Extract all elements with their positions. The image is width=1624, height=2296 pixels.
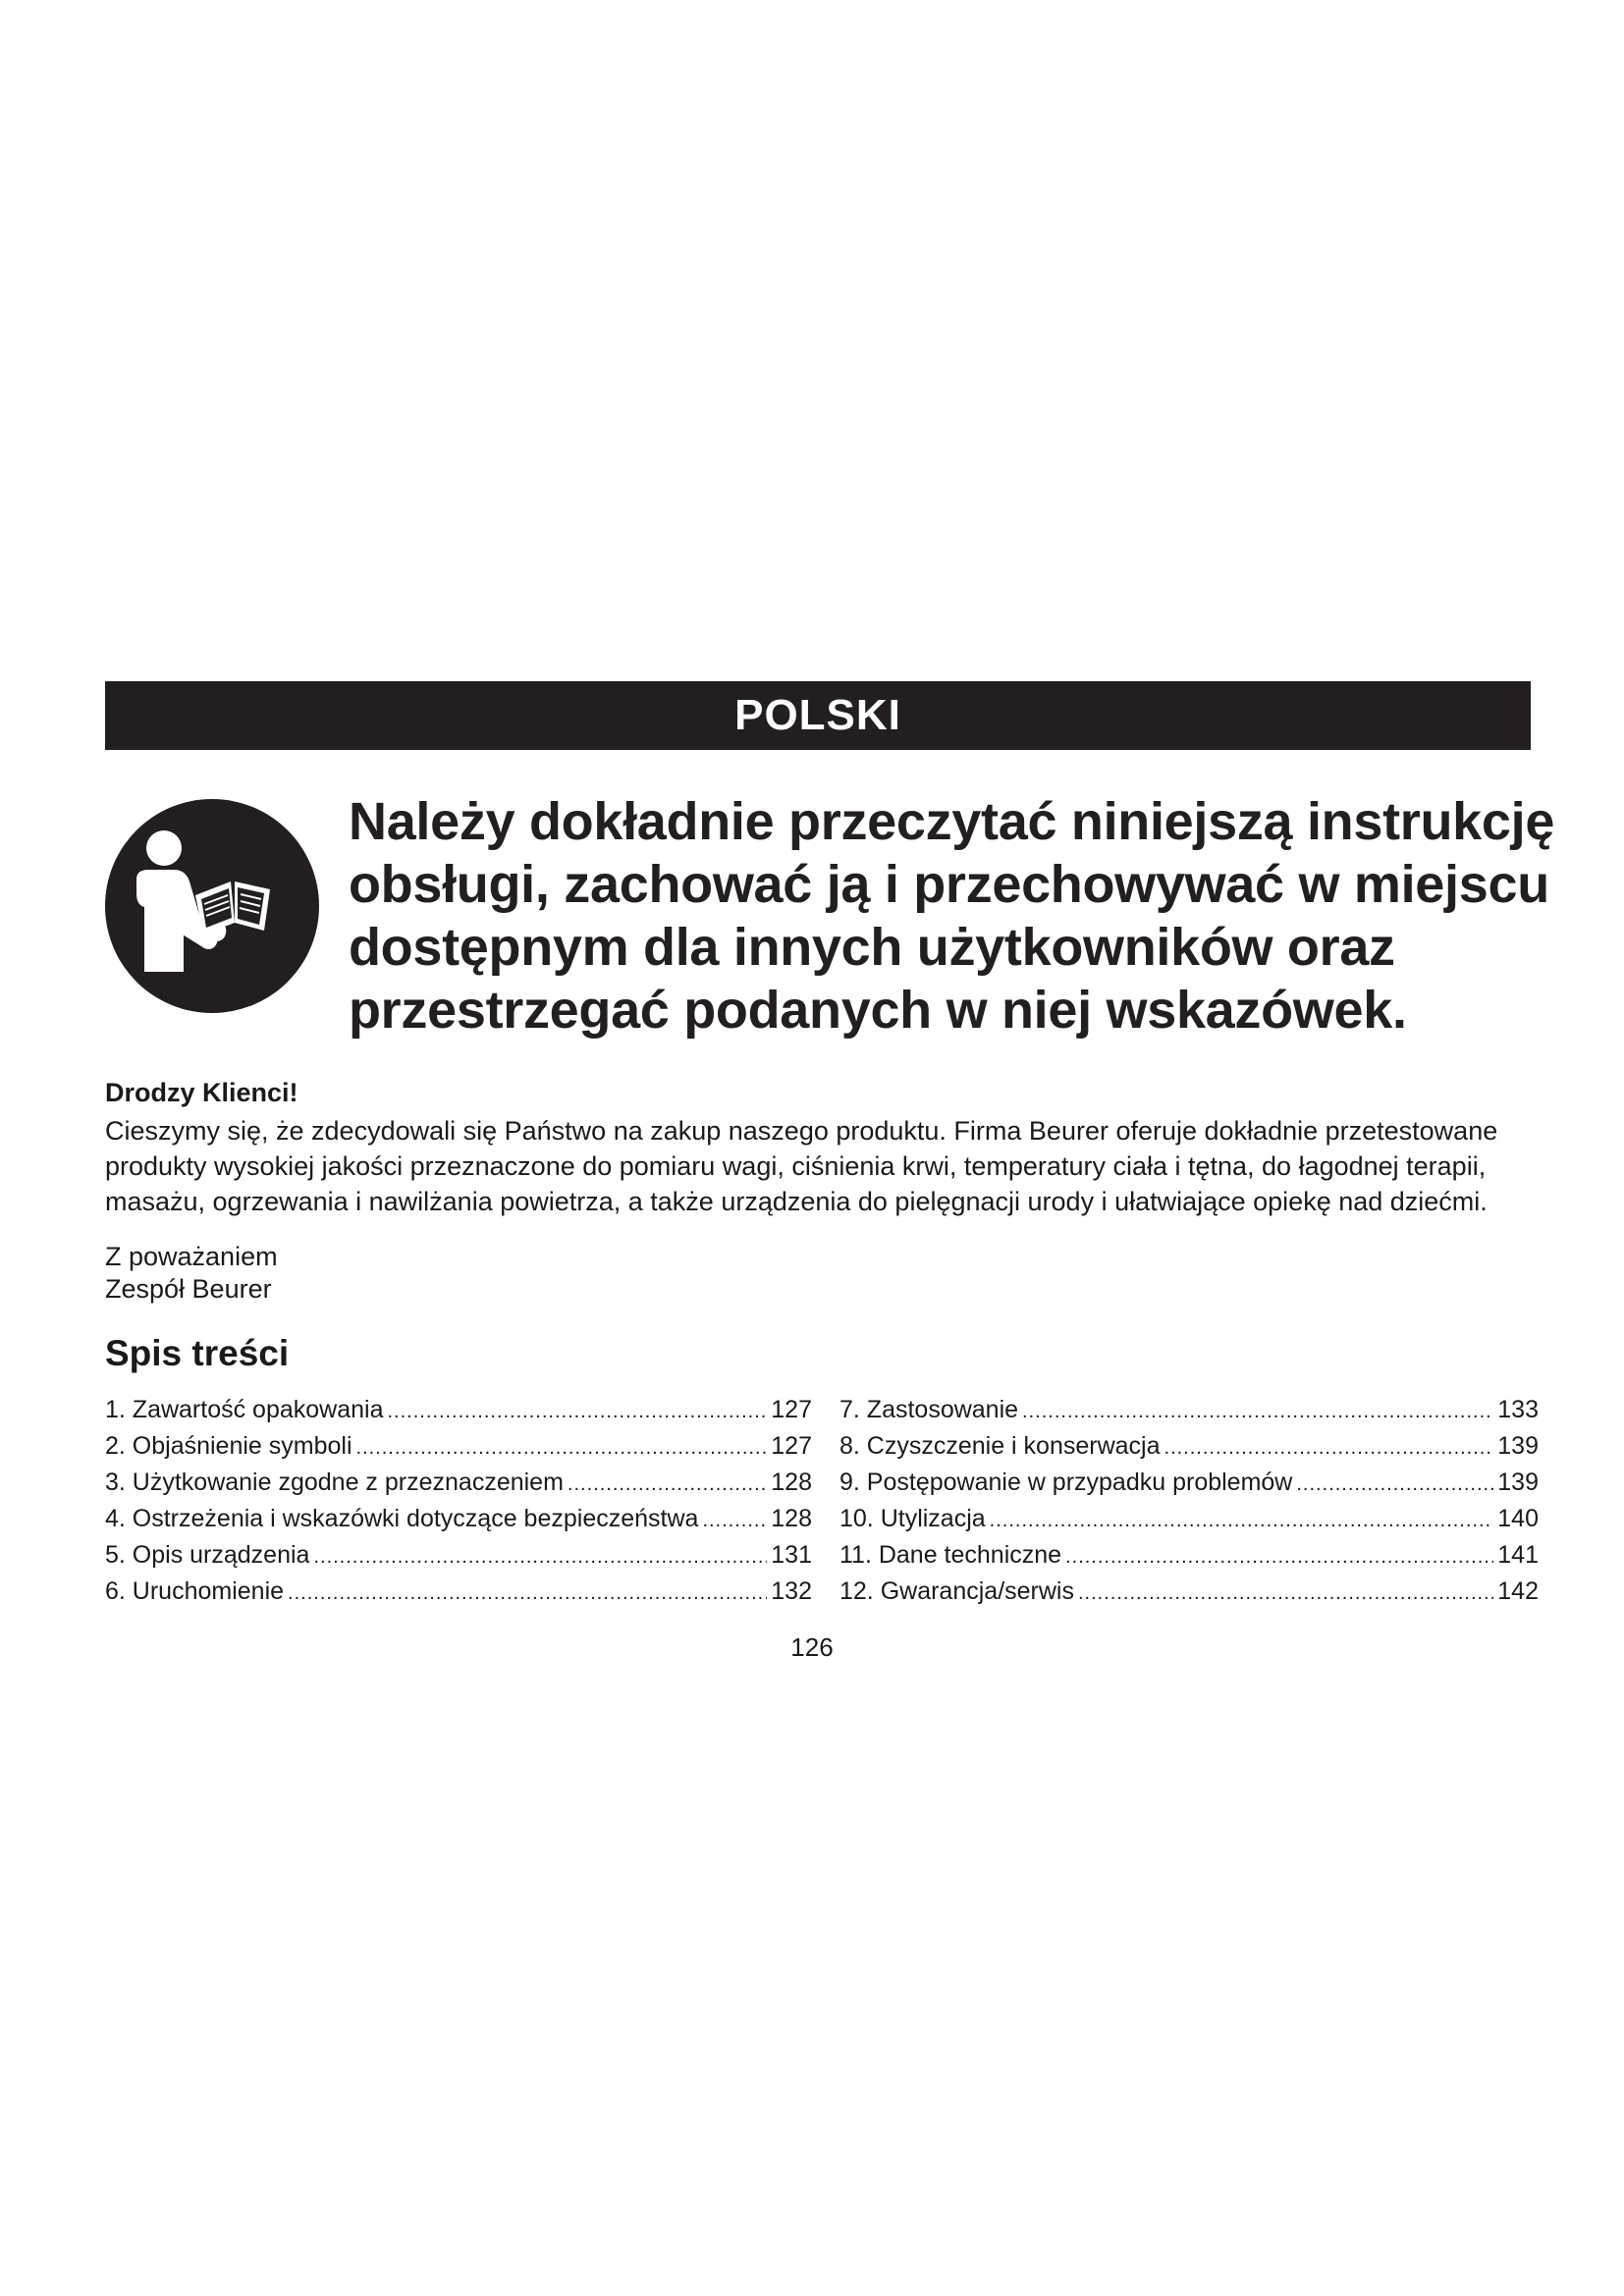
toc-leader-dots	[568, 1473, 767, 1496]
toc-entry-label: 12. Gwarancja/serwis	[839, 1577, 1074, 1605]
signoff-closing: Z poważaniem	[105, 1242, 278, 1271]
signoff-team: Zespół Beurer	[105, 1274, 272, 1304]
headline-line: Należy dokładnie przeczytać niniejszą instrukcję	[349, 792, 1555, 851]
toc-entry-page: 131	[771, 1541, 812, 1569]
intro-line: produkty wysokiej jakości przeznaczone do pomiaru wagi, ciśnienia krwi, temperatury ciała i tętna, do łagodnej terapii,	[105, 1151, 1487, 1181]
intro-line: masażu, ogrzewania i nawilżania powietrza, a także urządzenia do pielęgnacji urody i ułatwiające opiekę nad dziećmi.	[105, 1187, 1488, 1216]
toc-entry-label: 2. Objaśnienie symboli	[105, 1432, 352, 1460]
toc-entry-page: 132	[771, 1577, 812, 1605]
signoff	[105, 1241, 278, 1306]
language-banner-label: POLSKI	[734, 691, 901, 739]
toc-leader-dots	[288, 1582, 767, 1605]
headline-line: przestrzegać podanych w niej wskazówek.	[349, 981, 1407, 1040]
toc-entry[interactable]	[105, 1541, 812, 1577]
toc-leader-dots	[313, 1546, 767, 1569]
toc-entry-page: 142	[1497, 1577, 1539, 1605]
toc-entry[interactable]	[105, 1432, 812, 1468]
toc-entry-label: 11. Dane techniczne	[839, 1541, 1062, 1569]
toc-leader-dots	[1065, 1546, 1493, 1569]
headline-line: dostępnym dla innych użytkowników oraz	[349, 918, 1395, 977]
toc-entry-label: 5. Opis urządzenia	[105, 1541, 310, 1569]
intro-paragraph	[105, 1113, 1539, 1219]
toc-entry-label: 9. Postępowanie w przypadku problemów	[839, 1468, 1293, 1496]
toc-leader-dots	[1022, 1401, 1493, 1423]
toc-leader-dots	[1296, 1473, 1493, 1496]
toc-entry[interactable]	[839, 1432, 1539, 1468]
toc-left-column	[105, 1396, 812, 1614]
language-banner	[105, 681, 1531, 750]
toc-entry[interactable]	[105, 1468, 812, 1505]
toc-leader-dots	[1078, 1582, 1493, 1605]
toc-entry-label: 10. Utylizacja	[839, 1505, 986, 1532]
toc-entry-label: 8. Czyszczenie i konserwacja	[839, 1432, 1161, 1460]
toc-entry[interactable]	[105, 1396, 812, 1432]
toc-leader-dots	[356, 1437, 768, 1460]
toc-entry[interactable]	[839, 1577, 1539, 1614]
toc-entry-label: 7. Zastosowanie	[839, 1396, 1019, 1423]
headline-line: obsługi, zachować ją i przechowywać w miejscu	[349, 855, 1549, 914]
toc-leader-dots	[702, 1510, 767, 1532]
toc-leader-dots	[387, 1401, 767, 1423]
toc-entry[interactable]	[105, 1505, 812, 1541]
toc-leader-dots	[990, 1510, 1494, 1532]
toc-entry-page: 141	[1497, 1541, 1539, 1569]
toc-leader-dots	[1164, 1437, 1494, 1460]
toc-entry[interactable]	[839, 1505, 1539, 1541]
toc-entry[interactable]	[839, 1396, 1539, 1432]
toc-entry-page: 139	[1497, 1432, 1539, 1460]
toc-entry-page: 127	[771, 1396, 812, 1423]
toc-entry-label: 1. Zawartość opakowania	[105, 1396, 384, 1423]
toc-entry-page: 128	[771, 1468, 812, 1496]
toc-entry-page: 140	[1497, 1505, 1539, 1532]
toc-entry-label: 6. Uruchomienie	[105, 1577, 285, 1605]
toc-entry-page: 133	[1497, 1396, 1539, 1423]
toc-entry[interactable]	[839, 1541, 1539, 1577]
page-number: 126	[790, 1632, 834, 1662]
safety-headline	[349, 790, 1555, 1041]
toc-entry[interactable]	[839, 1468, 1539, 1505]
intro-line: Cieszymy się, że zdecydowali się Państwo na zakup naszego produktu. Firma Beurer oferuje dokładnie przetestowane	[105, 1116, 1498, 1146]
toc-entry-label: 4. Ostrzeżenia i wskazówki dotyczące bezpieczeństwa	[105, 1505, 699, 1532]
toc-entry[interactable]	[105, 1577, 812, 1614]
toc-right-column	[839, 1396, 1539, 1614]
toc-entry-page: 128	[771, 1505, 812, 1532]
toc-entry-page: 127	[771, 1432, 812, 1460]
greeting: Drodzy Klienci!	[105, 1078, 298, 1107]
toc-entry-page: 139	[1497, 1468, 1539, 1496]
toc-title: Spis treści	[105, 1333, 290, 1373]
toc-entry-label: 3. Użytkowanie zgodne z przeznaczeniem	[105, 1468, 564, 1496]
read-manual-icon	[105, 799, 319, 1013]
